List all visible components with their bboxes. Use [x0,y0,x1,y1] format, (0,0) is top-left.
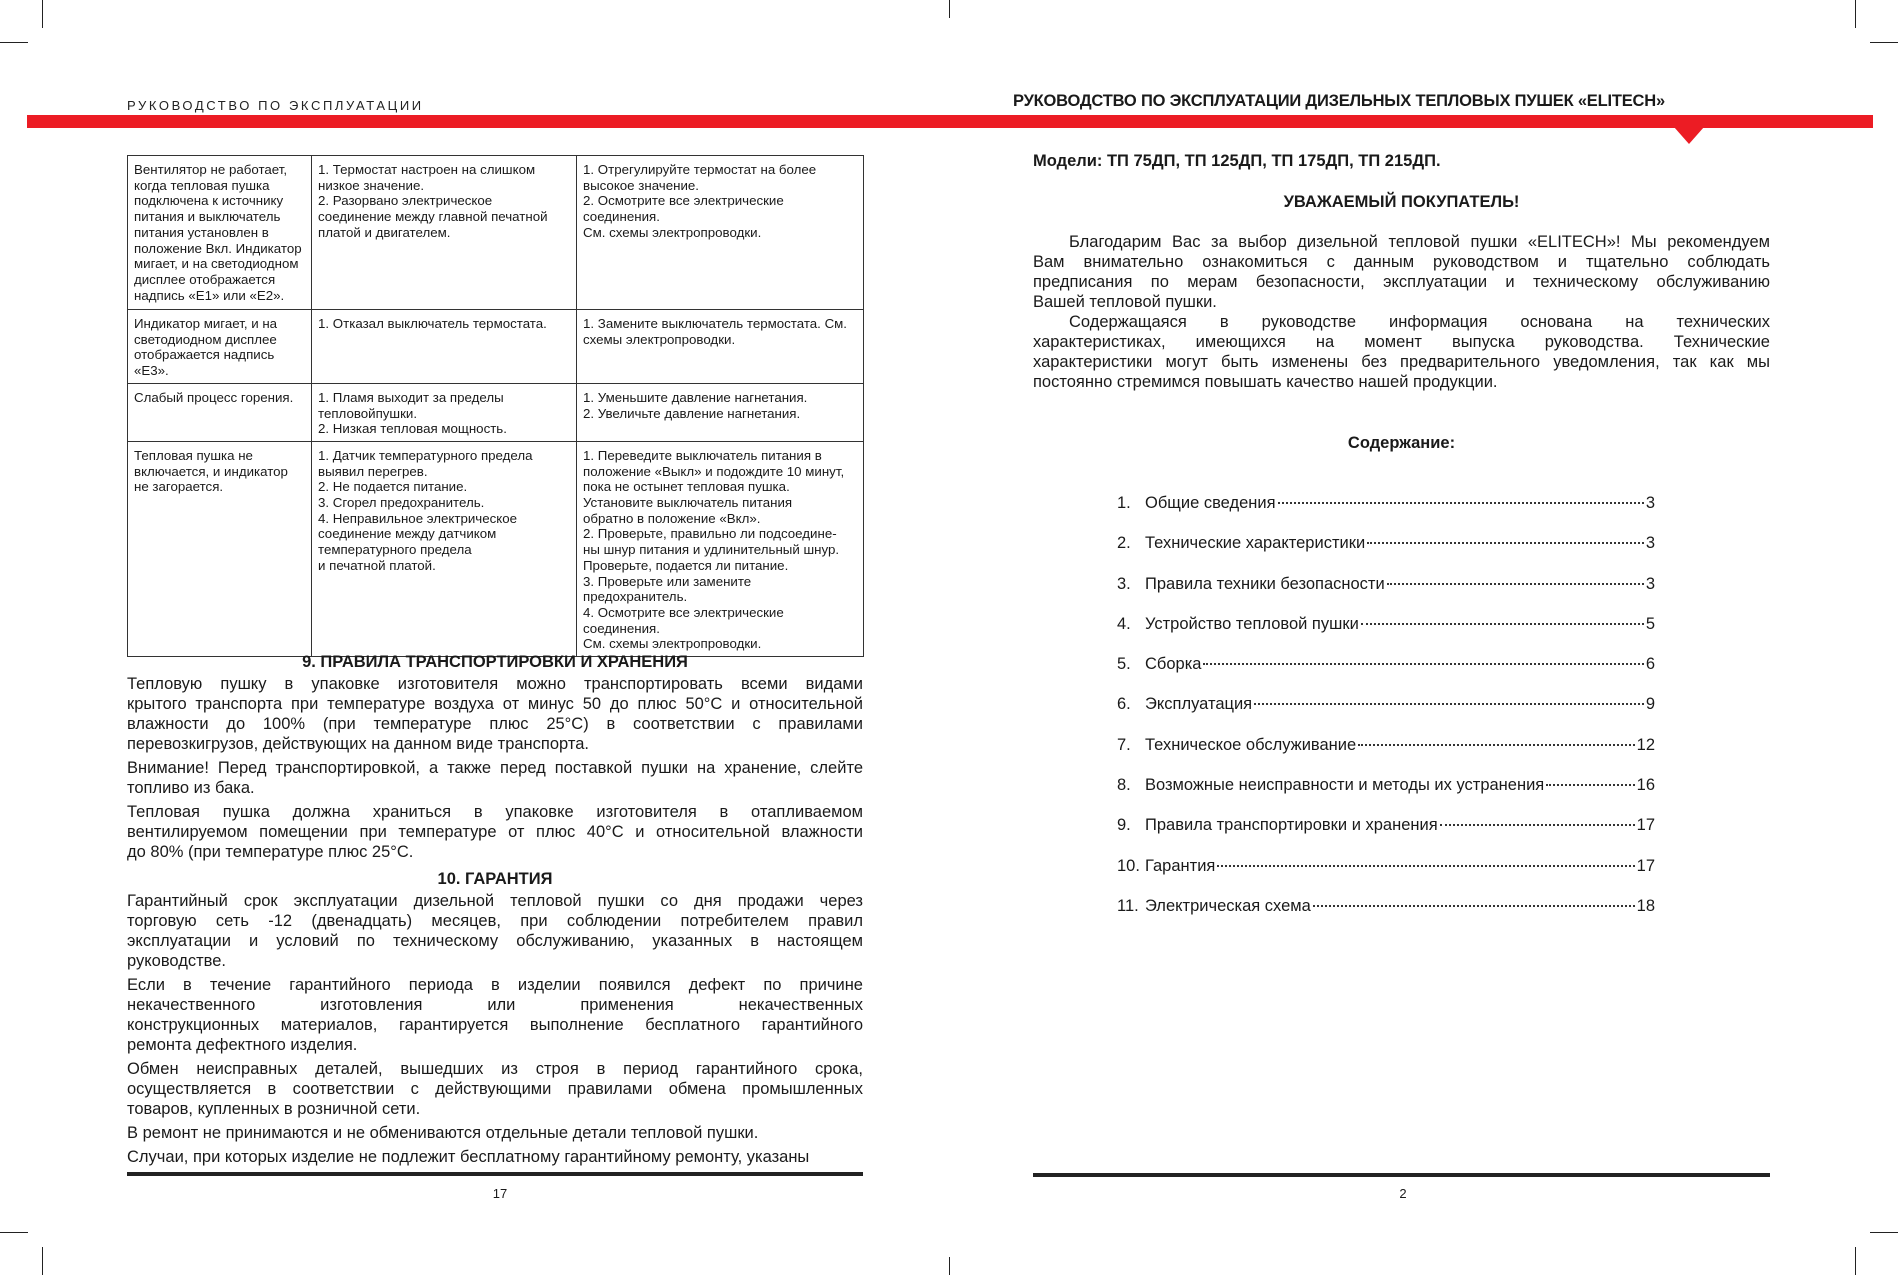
toc-item [1117,736,1655,776]
cell-line: соединения. [583,209,660,225]
section-10-warranty [127,869,863,1171]
text-line: Тепловую пушку в упаковке изготовителя можно транспортировать всеми видами [127,675,863,693]
toc-number: 7. [1117,735,1131,754]
cell-line: когда тепловая пушка [134,177,270,193]
cell-line: платой и двигателем. [318,224,451,240]
toc-title: Технические характеристики [1145,534,1366,553]
text-line: характеристиках, имеющихся на момент выпуска руководства. Технические [1033,333,1770,351]
toc-leader-dots [1203,663,1643,665]
cell-line: Слабый процесс горения. [134,389,294,405]
cell-line: «Е3». [134,363,169,379]
paragraph [127,802,863,862]
crop-mark [1870,42,1898,43]
toc-title: Правила транспортировки и хранения [1145,816,1438,835]
toc-page: 12 [1636,735,1655,754]
toc-page: 16 [1636,776,1655,795]
crop-mark [949,0,950,18]
toc-item [1117,816,1655,856]
toc-title: Техническое обслуживание [1145,735,1357,754]
paragraph [1033,232,1770,312]
toc-item [1117,695,1655,735]
crop-mark [949,1257,950,1275]
cell-line: 2. Проверьте, правильно ли подсоедине- [583,526,837,542]
cell-line: предохранитель. [583,589,688,605]
toc-number: 6. [1117,695,1131,714]
cell-line: ны шнур питания и удлинительный шнур. [583,542,840,558]
cell-line: питания установлен в [134,224,269,240]
cell-line: схемы электропроводки. [583,331,736,347]
toc-item [1117,857,1655,897]
cell-line: мигает, и на светодиодном [134,256,299,272]
cell-line: питания и выключатель [134,209,281,225]
toc-item [1117,897,1655,937]
toc-title: Гарантия [1145,856,1216,875]
toc-page: 17 [1636,856,1655,875]
toc-page: 5 [1645,614,1655,633]
symptom-cell [128,310,312,384]
cell-line: Тепловая пушка не [134,447,253,463]
text-line: Если в течение гарантийного периода в изделии появился дефект по причине [127,976,863,994]
toc-leader-dots [1358,744,1634,746]
crop-mark [1855,0,1856,28]
toc-leader-dots [1313,905,1635,907]
cell-line: 1. Пламя выходит за пределы [318,389,504,405]
crop-mark [42,0,43,28]
text-line: конструкционных материалов, гарантируется выполнение бесплатного гарантийного [127,1016,863,1034]
page-number-right: 2 [1399,1186,1407,1201]
cell-line: включается, и индикатор [134,463,288,479]
page-number-left: 17 [492,1186,508,1201]
toc-number: 4. [1117,614,1131,633]
paragraph [1033,312,1770,392]
crop-mark [0,1232,28,1233]
text-line: руководстве. [127,952,226,970]
paragraph [127,674,863,754]
text-line: эксплуатации и условий по техническому обслуживанию, указанных в настоящем [127,932,863,950]
text-line: крытого транспорта при температуре воздуха от минус 50 до плюс 50°С и относительной [127,695,863,713]
cell-line: низкое значение. [318,177,425,193]
crop-mark [1870,1232,1898,1233]
greeting-heading: УВАЖАЕМЫЙ ПОКУПАТЕЛЬ! [1283,193,1520,211]
table-row [128,156,864,310]
text-line: Случаи, при которых изделие не подлежит бесплатному гарантийному ремонту, указаны [127,1148,810,1166]
text-line: до 80% (при температуре плюс 25°С. [127,843,414,861]
toc-number: 8. [1117,776,1131,795]
toc-leader-dots [1278,502,1644,504]
text-line: товаров, купленных в розничной сети. [127,1100,421,1118]
cause-cell [312,441,577,656]
table-of-contents [1117,494,1655,937]
toc-leader-dots [1254,703,1644,705]
cell-line: отображается надпись [134,347,275,363]
text-line: Тепловая пушка должна храниться в упаковке изготовителя в отапливаемом [127,803,863,821]
cell-line: 2. Низкая тепловая мощность. [318,421,507,437]
toc-page: 6 [1645,655,1655,674]
toc-leader-dots [1217,865,1634,867]
cell-line: 3. Сгорел предохранитель. [318,495,485,511]
remedy-cell [577,156,864,310]
cell-line: 2. Не подается питание. [318,479,468,495]
toc-number: 2. [1117,534,1131,553]
toc-leader-dots [1546,784,1634,786]
cell-line: положение «Выкл» и подождите 10 минут, [583,463,845,479]
paragraph [127,1059,863,1119]
remedy-cell [577,310,864,384]
cell-line: См. схемы электропроводки. [583,636,762,652]
toc-item [1117,776,1655,816]
table-row [128,310,864,384]
right-footer-rule [1033,1173,1770,1177]
symptom-cell [128,441,312,656]
symptom-cell [128,383,312,441]
toc-page: 3 [1645,534,1655,553]
toc-number: 1. [1117,494,1131,512]
cell-line: соединение между датчиком [318,526,497,542]
toc-page: 9 [1645,695,1655,714]
cell-line: 1. Замените выключатель термостата. См. [583,316,848,331]
toc-page: 18 [1636,896,1655,915]
cell-line: 2. Осмотрите все электрические [583,193,784,209]
toc-page: 17 [1636,816,1655,835]
text-line: характеристики могут быть изменены без предварительного уведомления, так как мы [1033,353,1770,371]
cell-line: выявил перегрев. [318,463,428,479]
text-line: В ремонт не принимаются и не обмениваются отдельные детали тепловой пушки. [127,1124,759,1142]
text-line: Гарантийный срок эксплуатации дизельной тепловой пушки со дня продажи через [127,892,863,910]
cell-line: 4. Неправильное электрическое [318,510,518,526]
toc-item [1117,575,1655,615]
cell-line: 1. Отрегулируйте термостат на более [583,162,817,177]
cause-cell [312,156,577,310]
toc-title: Общие сведения [1145,494,1276,512]
remedy-cell [577,441,864,656]
cell-line: 1. Уменьшите давление нагнетания. [583,389,808,405]
remedy-cell [577,383,864,441]
toc-item [1117,534,1655,574]
toc-leader-dots [1361,623,1644,625]
models-line: Модели: ТП 75ДП, ТП 125ДП, ТП 175ДП, ТП 215ДП. [1033,152,1441,170]
cell-line: светодиодном дисплее [134,331,277,347]
text-line: осуществляется в соответствии с действующими правилами обмена промышленных [127,1080,863,1098]
text-line: ремонта дефектного изделия. [127,1036,358,1054]
cell-line: температурного предела [318,542,472,558]
toc-number: 11. [1117,896,1139,915]
text-line: перевозкигрузов, действующих на данном виде транспорта. [127,735,589,753]
text-line: Вам внимательно ознакомиться с данным руководством и тщательно соблюдать [1033,253,1770,271]
cell-line: Установите выключатель питания [583,495,793,511]
toc-title: Сборка [1145,655,1202,674]
text-line: Благодарим Вас за выбор дизельной тепловой пушки «ELITECH»! Мы рекомендуем [1069,233,1770,251]
cell-line: Проверьте, подается ли питание. [583,557,789,573]
cell-line: 1. Термостат настроен на слишком [318,162,536,177]
cell-line: пока не остынет тепловая пушка. [583,479,790,495]
text-line: постоянно стремимся повышать качество нашей продукции. [1033,373,1498,391]
toc-title: Электрическая схема [1145,896,1311,915]
section-10-title: 10. ГАРАНТИЯ [437,870,553,888]
text-line: торговую сеть -12 (двенадцать) месяцев, при соблюдении потребителем правил [127,912,863,930]
cell-line: Вентилятор не работает, [134,162,288,177]
toc-number: 5. [1117,655,1131,674]
cell-line: дисплее отображается [134,271,276,287]
toc-page: 3 [1645,494,1655,512]
symptom-cell [128,156,312,310]
text-line: Обмен неисправных деталей, вышедших из строя в период гарантийного срока, [127,1060,863,1078]
cell-line: 1. Отказал выключатель термостата. [318,316,547,331]
toc-title: Устройство тепловой пушки [1145,614,1359,633]
text-line: вентилируемом помещении при температуре от плюс 40°С и относительной влажности [127,823,863,841]
cell-line: тепловойпушки. [318,405,418,421]
crop-mark [0,42,28,43]
left-running-header: РУКОВОДСТВО ПО ЭКСПЛУАТАЦИИ [127,98,424,113]
cell-line: положение Вкл. Индикатор [134,240,302,256]
crop-mark [1855,1247,1856,1275]
section-9-transport-storage [127,652,863,866]
paragraph [127,1123,863,1143]
troubleshooting-table [127,155,864,657]
cause-cell [312,383,577,441]
cell-line: 3. Проверьте или замените [583,573,752,589]
right-running-header: РУКОВОДСТВО ПО ЭКСПЛУАТАЦИИ ДИЗЕЛЬНЫХ ТЕПЛОВЫХ ПУШЕК «ELITECH» [1013,92,1665,110]
toc-leader-dots [1387,583,1644,585]
cell-line: соединения. [583,620,660,636]
toc-title: Эксплуатация [1145,695,1253,714]
text-line: некачественного изготовления или применения некачественных [127,996,863,1014]
text-line: топливо из бака. [127,779,255,797]
toc-number: 9. [1117,816,1131,835]
table-row [128,383,864,441]
cell-line: 1. Переведите выключатель питания в [583,447,822,463]
text-line: Содержащаяся в руководстве информация основана на технических [1069,313,1770,331]
red-header-bar [27,115,1873,128]
cell-line: не загорается. [134,479,224,495]
cell-line: 2. Разорвано электрическое [318,193,493,209]
cell-line: См. схемы электропроводки. [583,224,762,240]
cell-line: 2. Увеличьте давление нагнетания. [583,405,801,421]
toc-title: Возможные неисправности и методы их устранения [1145,776,1545,795]
cell-line: обратно в положение «Вкл». [583,510,761,526]
cause-cell [312,310,577,384]
toc-item [1117,615,1655,655]
cell-line: Индикатор мигает, и на [134,316,278,331]
paragraph [127,1147,863,1167]
toc-title: Правила техники безопасности [1145,574,1385,593]
cell-line: подключена к источнику [134,193,284,209]
cell-line: 4. Осмотрите все электрические [583,604,784,620]
text-line: влажности до 100% (при температуре плюс 25°С) в соответствии с правилами [127,715,863,733]
red-bar-notch [1674,127,1704,144]
toc-item [1117,655,1655,695]
paragraph [127,891,863,971]
toc-leader-dots [1440,824,1635,826]
toc-number: 3. [1117,574,1131,593]
cell-line: высокое значение. [583,177,699,193]
crop-mark [42,1247,43,1275]
toc-item [1117,494,1655,534]
cell-line: 1. Датчик температурного предела [318,447,533,463]
cell-line: соединение между главной печатной [318,209,548,225]
toc-leader-dots [1367,542,1644,544]
text-line: Вашей тепловой пушки. [1033,293,1217,311]
toc-number: 10. [1117,856,1140,875]
cell-line: и печатной платой. [318,557,436,573]
text-line: предписания по мерам безопасности, эксплуатации и техническому обслуживанию [1033,273,1770,291]
intro-text [1033,232,1770,392]
text-line: Внимание! Перед транспортировкой, а также перед поставкой пушки на хранение, слейте [127,759,863,777]
toc-page: 3 [1645,574,1655,593]
section-9-title: 9. ПРАВИЛА ТРАНСПОРТИРОВКИ И ХРАНЕНИЯ [302,653,688,671]
paragraph [127,975,863,1055]
table-row [128,441,864,656]
left-footer-rule [127,1172,863,1176]
contents-heading: Содержание: [1347,434,1456,452]
cell-line: надпись «Е1» или «Е2». [134,287,285,303]
paragraph [127,758,863,798]
